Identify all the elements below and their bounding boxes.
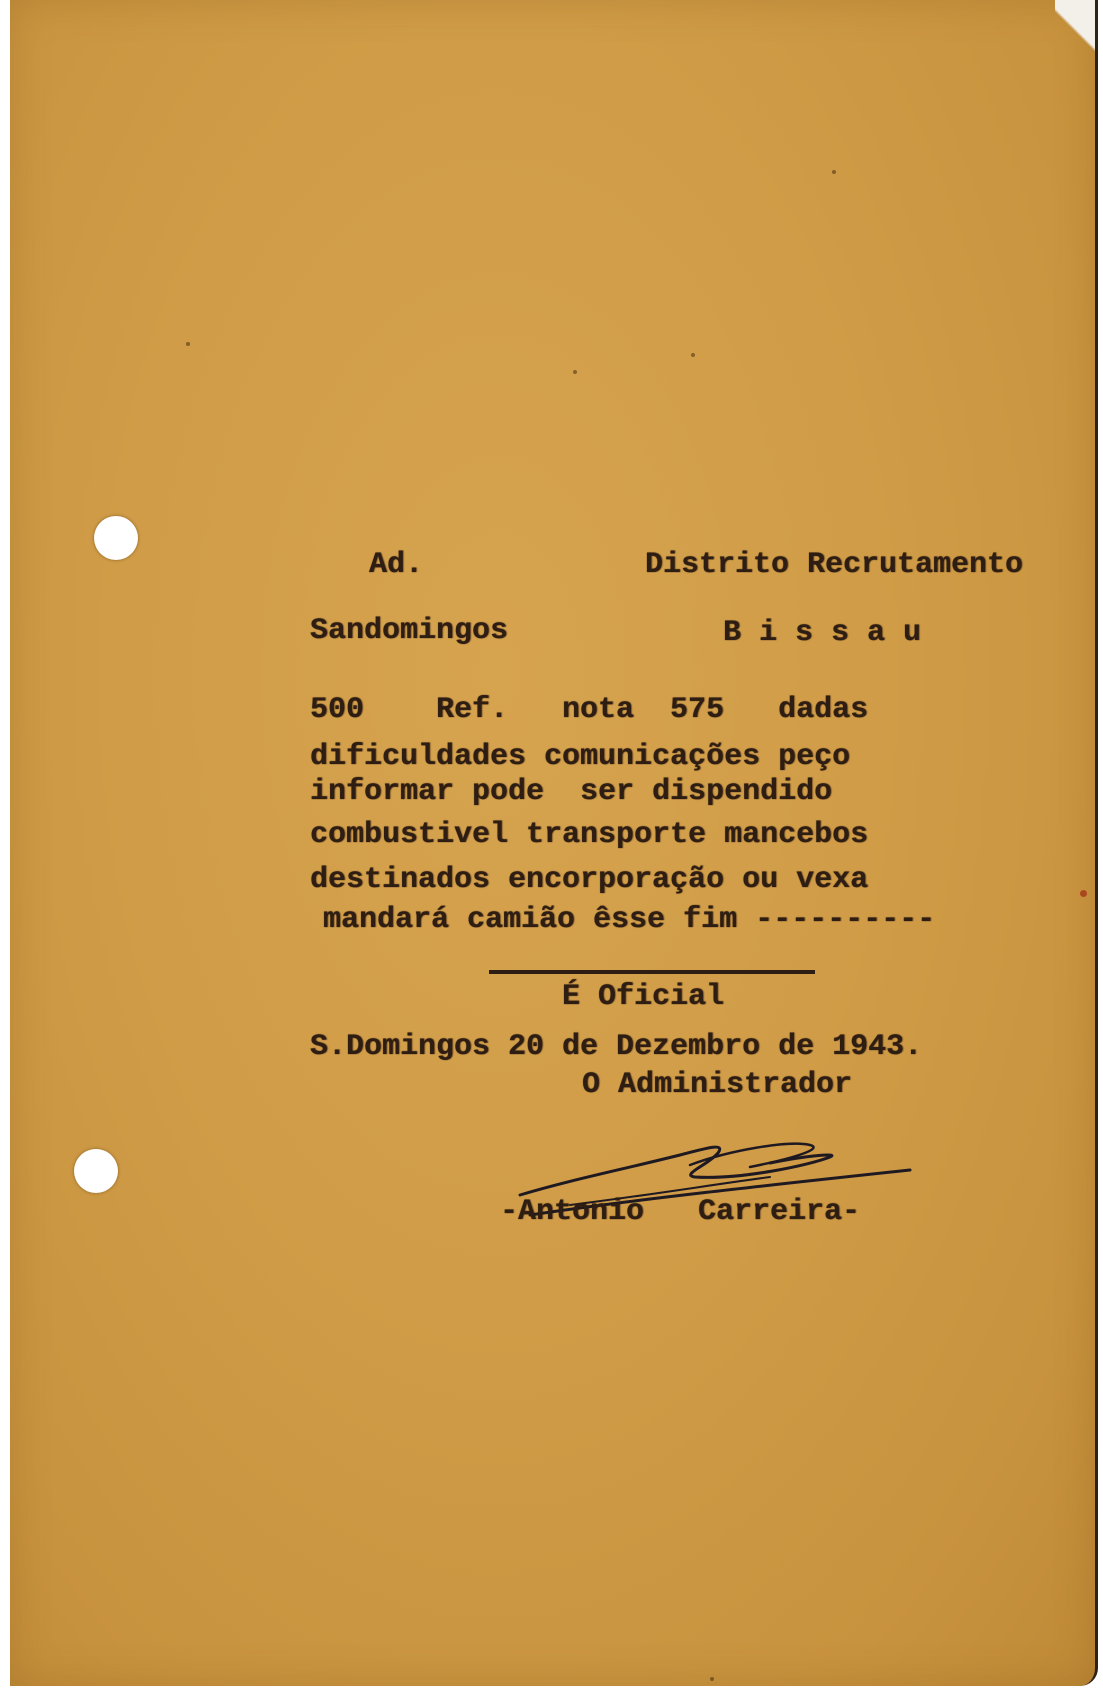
official-stamp-text: É Oficial <box>562 980 725 1014</box>
paper-speck <box>186 342 190 346</box>
abbreviation-ad: Ad. <box>369 548 424 582</box>
aged-paper-sheet <box>10 0 1098 1686</box>
red-ink-spot <box>1080 890 1087 897</box>
paper-speck <box>832 170 836 174</box>
message-line-1: 500 Ref. nota 575 dadas <box>310 693 869 727</box>
destination-line: B i s s a u <box>723 616 922 650</box>
paper-speck <box>710 1677 714 1681</box>
signatory-role: O Administrador <box>582 1068 853 1102</box>
message-line-5: destinados encorporação ou vexa <box>310 863 869 897</box>
separator-rule <box>489 970 815 974</box>
paper-speck <box>691 353 695 357</box>
punch-hole-top <box>94 516 138 560</box>
signatory-name: -Antonio Carreira- <box>500 1195 861 1229</box>
message-line-3: informar pode ser dispendido <box>310 775 833 809</box>
paper-speck <box>573 370 577 374</box>
recipient-line: Distrito Recrutamento <box>645 548 1024 582</box>
punch-hole-bottom <box>74 1149 118 1193</box>
place-date-line: S.Domingos 20 de Dezembro de 1943. <box>310 1030 923 1064</box>
message-line-2: dificuldades comunicações peço <box>310 740 851 774</box>
message-line-4: combustivel transporte mancebos <box>310 818 869 852</box>
origin-line: Sandomingos <box>310 614 509 648</box>
message-line-6: mandará camião êsse fim ---------- <box>323 903 936 937</box>
torn-corner <box>1055 0 1095 60</box>
